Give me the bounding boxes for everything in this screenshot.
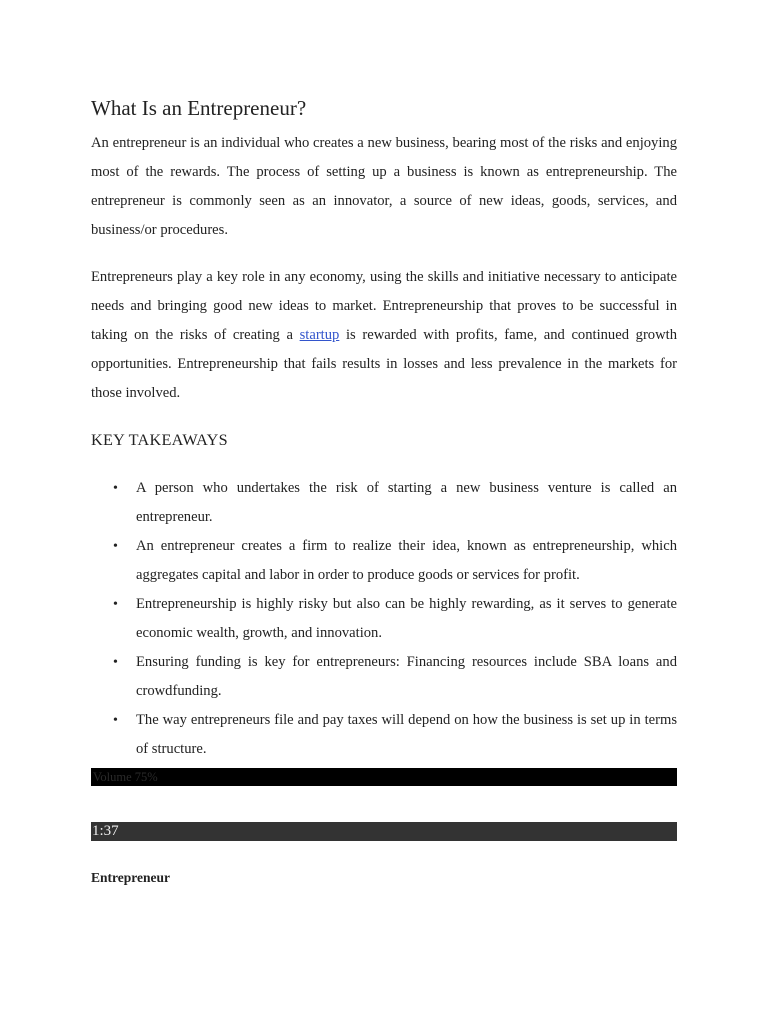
bullet-icon: • — [113, 481, 118, 496]
list-item — [91, 706, 677, 764]
bullet-icon: • — [113, 713, 118, 728]
list-item-text: An entrepreneur creates a firm to realize their idea, known as entrepreneurship, which aggregates capital and labor in order to produce goods or services for profit. — [136, 538, 677, 583]
list-item-text: Entrepreneurship is highly risky but also can be highly rewarding, as it serves to generate economic wealth, growth, and innovation. — [136, 596, 677, 641]
volume-slider[interactable] — [91, 768, 677, 786]
bullet-icon: • — [113, 655, 118, 670]
list-item — [91, 532, 677, 590]
startup-link[interactable]: startup — [299, 327, 340, 343]
key-takeaways-list — [91, 474, 677, 764]
list-item — [91, 648, 677, 706]
intro-paragraph: An entrepreneur is an individual who creates a new business, bearing most of the risks and enjoying most of the rewards. The process of setting up a business is known as entrepreneurship. The entrepreneur is commonly seen as an innovator, a source of new ideas, goods, services, and business/or procedures. — [91, 135, 677, 238]
list-item-text: The way entrepreneurs file and pay taxes will depend on how the business is set up in terms of structure. — [136, 712, 677, 757]
bullet-icon: • — [113, 597, 118, 612]
role-paragraph — [91, 263, 677, 408]
video-progress-bar[interactable] — [91, 822, 677, 841]
bullet-icon: • — [113, 539, 118, 554]
time-display: 1:37 — [92, 823, 119, 839]
key-takeaways-heading: KEY TAKEAWAYS — [91, 431, 228, 449]
role-paragraph-text-start: Entrepreneurs play a key role in any economy, using the skills and initiative necessary to anticipate needs and bringing good new ideas to market. Entrepreneurship that proves to be successful in taking on the risks of creating a — [91, 269, 677, 343]
video-caption: Entrepreneur — [91, 870, 170, 885]
volume-label: Volume 75% — [93, 770, 158, 784]
list-item-text: Ensuring funding is key for entrepreneurs: Financing resources include SBA loans and crowdfunding. — [136, 654, 677, 699]
article-title: What Is an Entrepreneur? — [91, 96, 307, 120]
role-paragraph-text-end: is rewarded with profits, fame, and continued growth opportunities. Entrepreneurship that fails results in losses and less prevalence in the markets for those involved. — [91, 327, 677, 401]
list-item — [91, 474, 677, 532]
list-item — [91, 590, 677, 648]
list-item-text: A person who undertakes the risk of starting a new business venture is called an entrepreneur. — [136, 480, 677, 525]
